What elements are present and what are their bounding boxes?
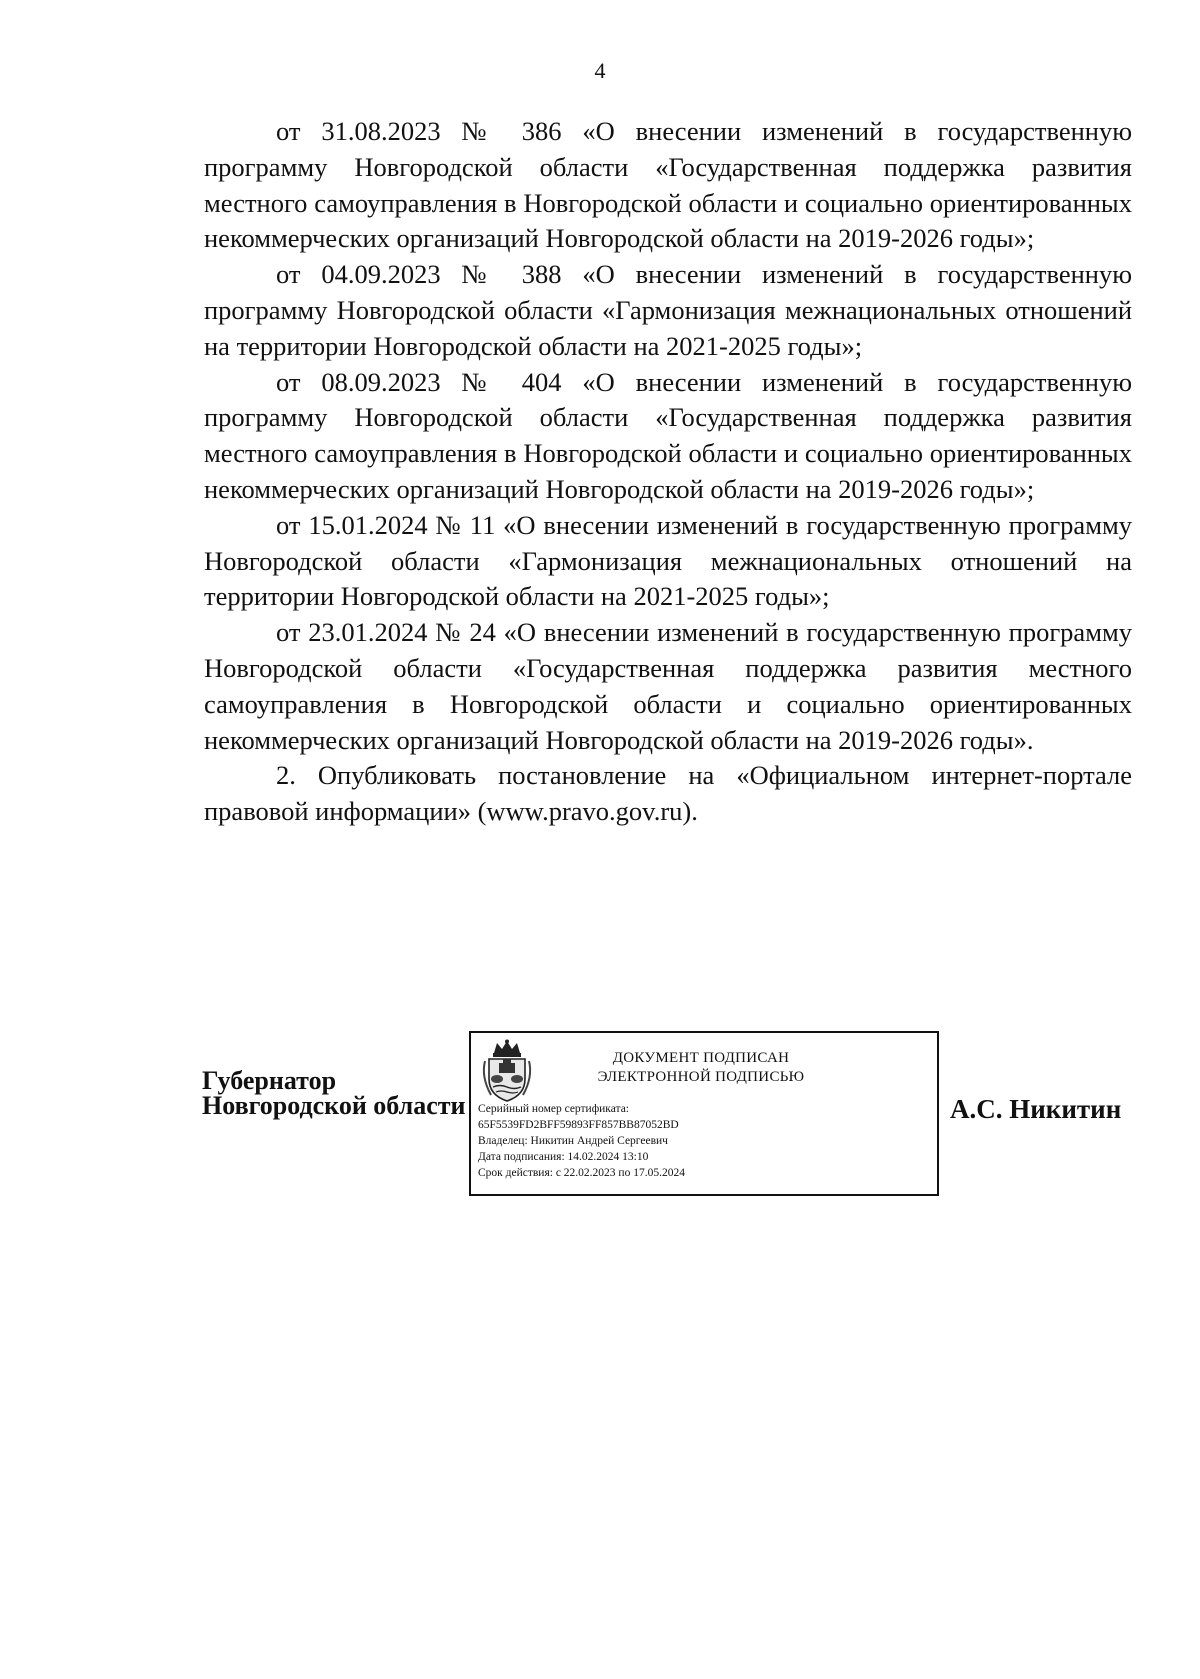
stamp-details [478,1101,918,1181]
stamp-title-line2: ЭЛЕКТРОННОЙ ПОДПИСЬЮ [597,1069,805,1085]
paragraph-amendment-24: от 23.01.2024 № 24 «О внесении изменений в государственную программу Новгородской области «Государственная поддержка развития местного самоуправления в Новгородской области и социально ориентированных некоммерческих организаций Новгородской области на 2019-2026 годы». [204,617,1132,755]
signatory-position [202,1068,466,1118]
signatory-position-line1: Губернатор [202,1066,337,1095]
paragraph-amendment-386: от 31.08.2023 № 386 «О внесении изменений в государственную программу Новгородской области «Государственная поддержка развития местного самоуправления в Новгородской области и социально ориентированных некоммерческих организаций Новгородской области на 2019-2026 годы»; [204,116,1132,254]
certificate-owner: Владелец: Никитин Андрей Сергеевич [478,1135,668,1147]
signatory-position-line2: Новгородской области [202,1091,466,1120]
signing-date: Дата подписания: 14.02.2024 13:10 [478,1151,649,1163]
certificate-label: Серийный номер сертификата: [478,1103,629,1115]
paragraph-publication: 2. Опубликовать постановление на «Официальном интернет-портале правовой информации» (www.pravo.gov.ru). [204,760,1132,827]
paragraph-amendment-388: от 04.09.2023 № 388 «О внесении изменений в государственную программу Новгородской области «Гармонизация межнациональных отношений на территории Новгородской области на 2021-2025 годы»; [204,259,1132,361]
electronic-signature-stamp [469,1031,939,1196]
coat-of-arms-icon [479,1039,535,1103]
paragraph-amendment-11: от 15.01.2024 № 11 «О внесении изменений в государственную программу Новгородской области «Гармонизация межнациональных отношений на территории Новгородской области на 2021-2025 годы»; [204,509,1132,612]
certificate-number: 65F5539FD2BFF59893FF857BB87052BD [478,1119,679,1131]
paragraph-amendment-404: от 08.09.2023 № 404 «О внесении изменений в государственную программу Новгородской области «Государственная поддержка развития местного самоуправления в Новгородской области и социально ориентированных некоммерческих организаций Новгородской области на 2019-2026 годы»; [204,366,1132,504]
signatory-name: А.С. Никитин [950,1094,1122,1124]
document-body [204,114,1132,830]
certificate-validity: Срок действия: с 22.02.2023 по 17.05.2024 [478,1167,685,1179]
page-number: 4 [594,58,606,83]
stamp-title [551,1049,851,1087]
stamp-title-line1: ДОКУМЕНТ ПОДПИСАН [612,1050,790,1066]
